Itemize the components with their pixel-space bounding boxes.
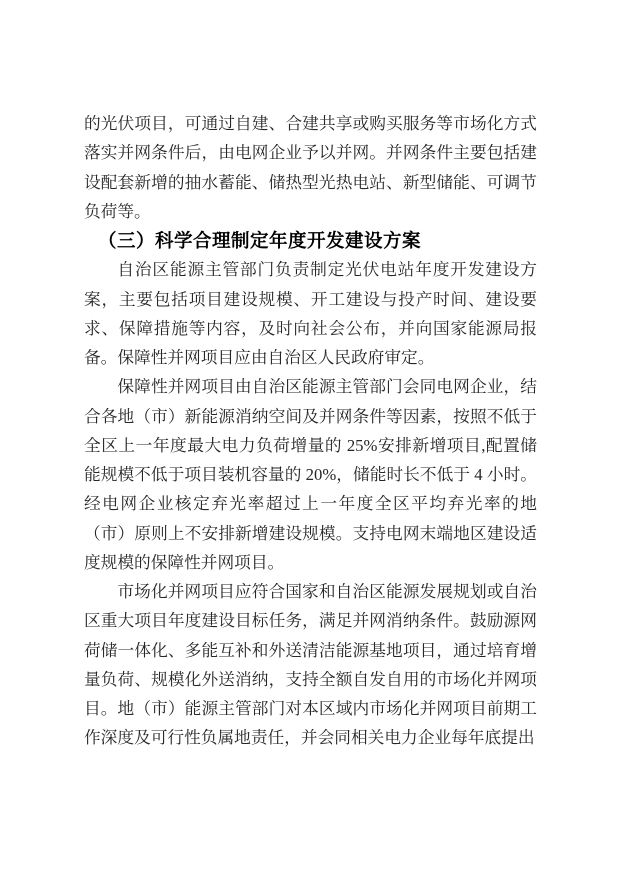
paragraph-annual-plan-responsibility: 自治区能源主管部门负责制定光伏电站年度开发建设方案，主要包括项目建设规模、开工建设与投产时间、建设要求、保障措施等内容，及时向社会公布，并向国家能源局报备。保障性并网项目应由自治区人民政府审定。 — [84, 260, 537, 367]
section-heading-annual-development-plan: （三）科学合理制定年度开发建设方案 — [98, 230, 422, 251]
document-content — [84, 109, 537, 753]
paragraph-market-based-grid-projects: 市场化并网项目应符合国家和自治区能源发展规划或自治区重大项目年度建设目标任务，满足并网消纳条件。鼓励源网荷储一体化、多能互补和外送清洁能源基地项目，通过培育增量负荷、规模化外送消纳，支持全额自发自用的市场化并网项目。地（市）能源主管部门对本区域内市场化并网项目前期工作深度及可行性负属地责任，并会同相关电力企业每年底提出 — [84, 582, 537, 748]
paragraph-guaranteed-grid-projects: 保障性并网项目由自治区能源主管部门会同电网企业，结合各地（市）新能源消纳空间及并网条件等因素，按照不低于全区上一年度最大电力负荷增量的 25%安排新增项目,配置储能规模不低于项目装机容量的 20%，储能时长不低于 4 小时。经电网企业核定弃光率超过上一年度全区平均弃光率的地（市）原则上不安排新增建设规模。支持电网末端地区建设适度规模的保障性并网项目。 — [84, 377, 537, 572]
paragraph-grid-connection-conditions: 的光伏项目，可通过自建、合建共享或购买服务等市场化方式落实并网条件后，由电网企业予以并网。并网条件主要包括建设配套新增的抽水蓄能、储热型光热电站、新型储能、可调节负荷等。 — [84, 114, 537, 221]
